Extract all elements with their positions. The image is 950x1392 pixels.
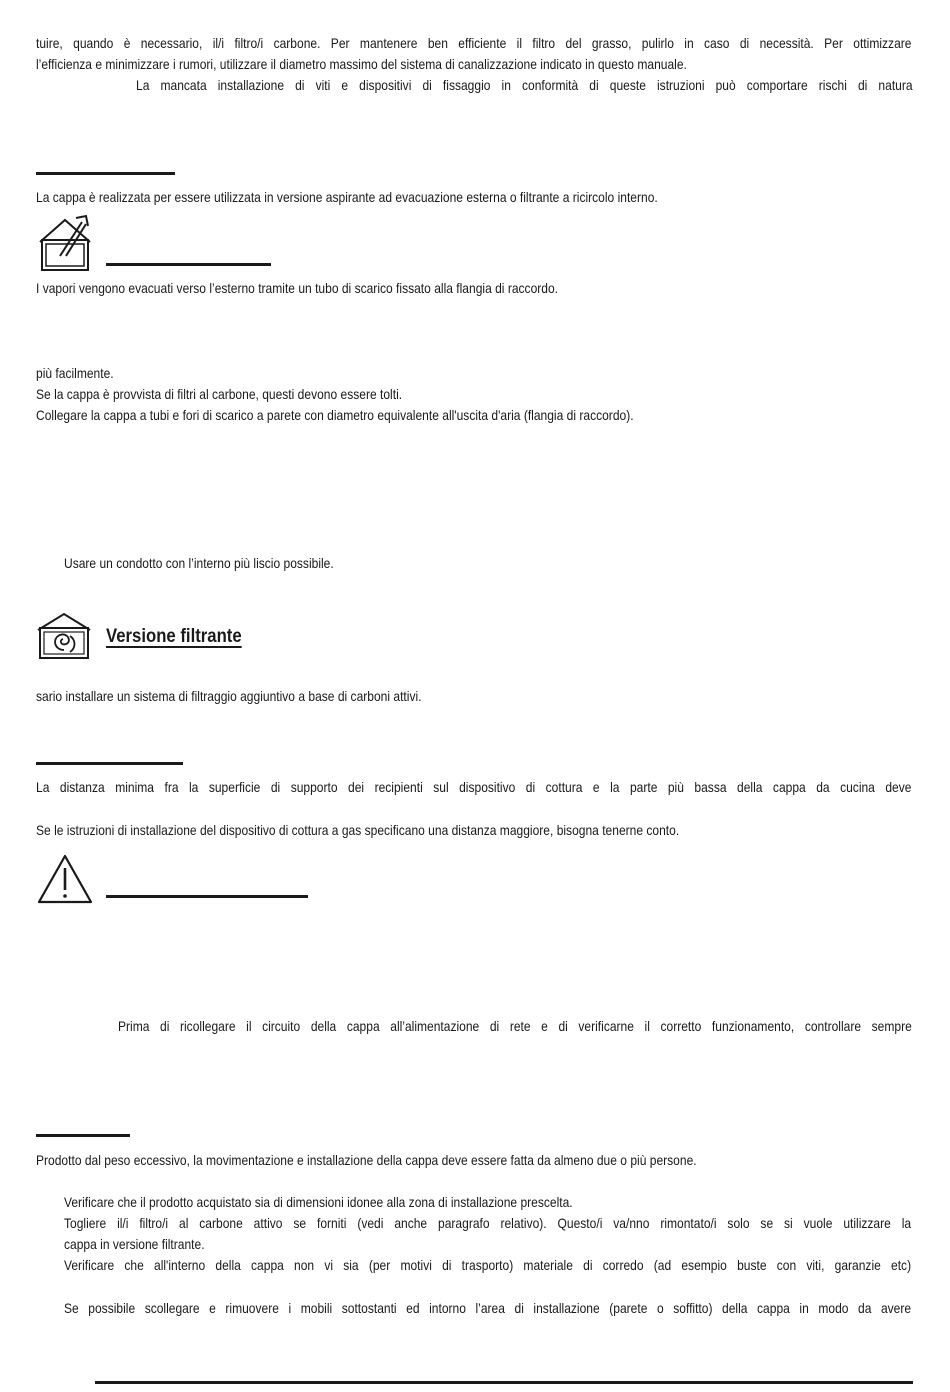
installation-line-1: Prodotto dal peso eccessivo, la movimentazione e installazione della cappa deve essere fatta da almeno due o più persone.	[36, 1152, 697, 1168]
ducted-line-1: I vapori vengono evacuati verso l’esterno tramite un tubo di scarico fissato alla flangia di raccordo.	[36, 280, 559, 296]
intro-line-1: tuire, quando è necessario, il/i filtro/i carbone. Per mantenere ben efficiente il filtro del grasso, pulirlo in caso di necessità. Per ottimizzare	[36, 35, 912, 51]
house-recirculation-icon	[36, 612, 92, 660]
intro-line-3: La mancata installazione di viti e dispositivi di fissaggio in conformità di queste istruzioni può comportare rischi di natura	[136, 77, 913, 93]
filtering-line-1: sario installare un sistema di filtraggio aggiuntivo a base di carboni attivi.	[36, 688, 422, 704]
warning-heading-rule	[106, 895, 308, 898]
footer-rule	[95, 1381, 913, 1384]
house-exhaust-icon	[36, 214, 94, 272]
installation-line-5: Verificare che all'interno della cappa non vi sia (per motivi di trasporto) materiale di corredo (ad esempio buste con viti, garanzie etc)	[64, 1257, 912, 1273]
installation-line-3: Togliere il/i filtro/i al carbone attivo se forniti (vedi anche paragrafo relativo). Questo/i va/nno rimontato/i solo se si vuole utilizzare la	[64, 1215, 912, 1231]
intro-line-2: l’efficienza e minimizzare i rumori, utilizzare il diametro massimo del sistema di canalizzazione indicato in questo manuale.	[36, 56, 687, 72]
installation-line-2: Verificare che il prodotto acquistato sia di dimensioni idonee alla zona di installazione prescelta.	[64, 1194, 573, 1210]
warning-line-1: Prima di ricollegare il circuito della cappa all’alimentazione di rete e di verificarne il corretto funzionamento, controllare sempre	[118, 1018, 912, 1034]
installation-line-4: cappa in versione filtrante.	[64, 1236, 205, 1252]
usage-heading-rule	[36, 172, 175, 175]
filtering-title: Versione filtrante	[106, 626, 242, 647]
installation-line-6: Se possibile scollegare e rimuovere i mobili sottostanti ed intorno l’area di installazione (parete o soffitto) della cappa in modo da avere	[64, 1300, 912, 1316]
distance-heading-rule	[36, 762, 183, 765]
ducted-line-2: più facilmente.	[36, 365, 114, 381]
usage-text: La cappa è realizzata per essere utilizzata in versione aspirante ad evacuazione esterna o filtrante a ricircolo interno.	[36, 189, 658, 205]
distance-line-1: La distanza minima fra la superficie di supporto dei recipienti sul dispositivo di cottura e la parte più bassa della cappa da cucina deve	[36, 779, 912, 795]
installation-heading-rule	[36, 1134, 130, 1137]
distance-line-2: Se le istruzioni di installazione del dispositivo di cottura a gas specificano una distanza maggiore, bisogna tenerne conto.	[36, 822, 680, 838]
warning-triangle-icon	[36, 852, 94, 906]
ducted-heading-rule	[106, 263, 271, 266]
ducted-line-5: Usare un condotto con l’interno più liscio possibile.	[64, 555, 334, 571]
ducted-line-3: Se la cappa è provvista di filtri al carbone, questi devono essere tolti.	[36, 386, 403, 402]
ducted-line-4: Collegare la cappa a tubi e fori di scarico a parete con diametro equivalente all'uscita d'aria (flangia di raccordo).	[36, 407, 634, 423]
